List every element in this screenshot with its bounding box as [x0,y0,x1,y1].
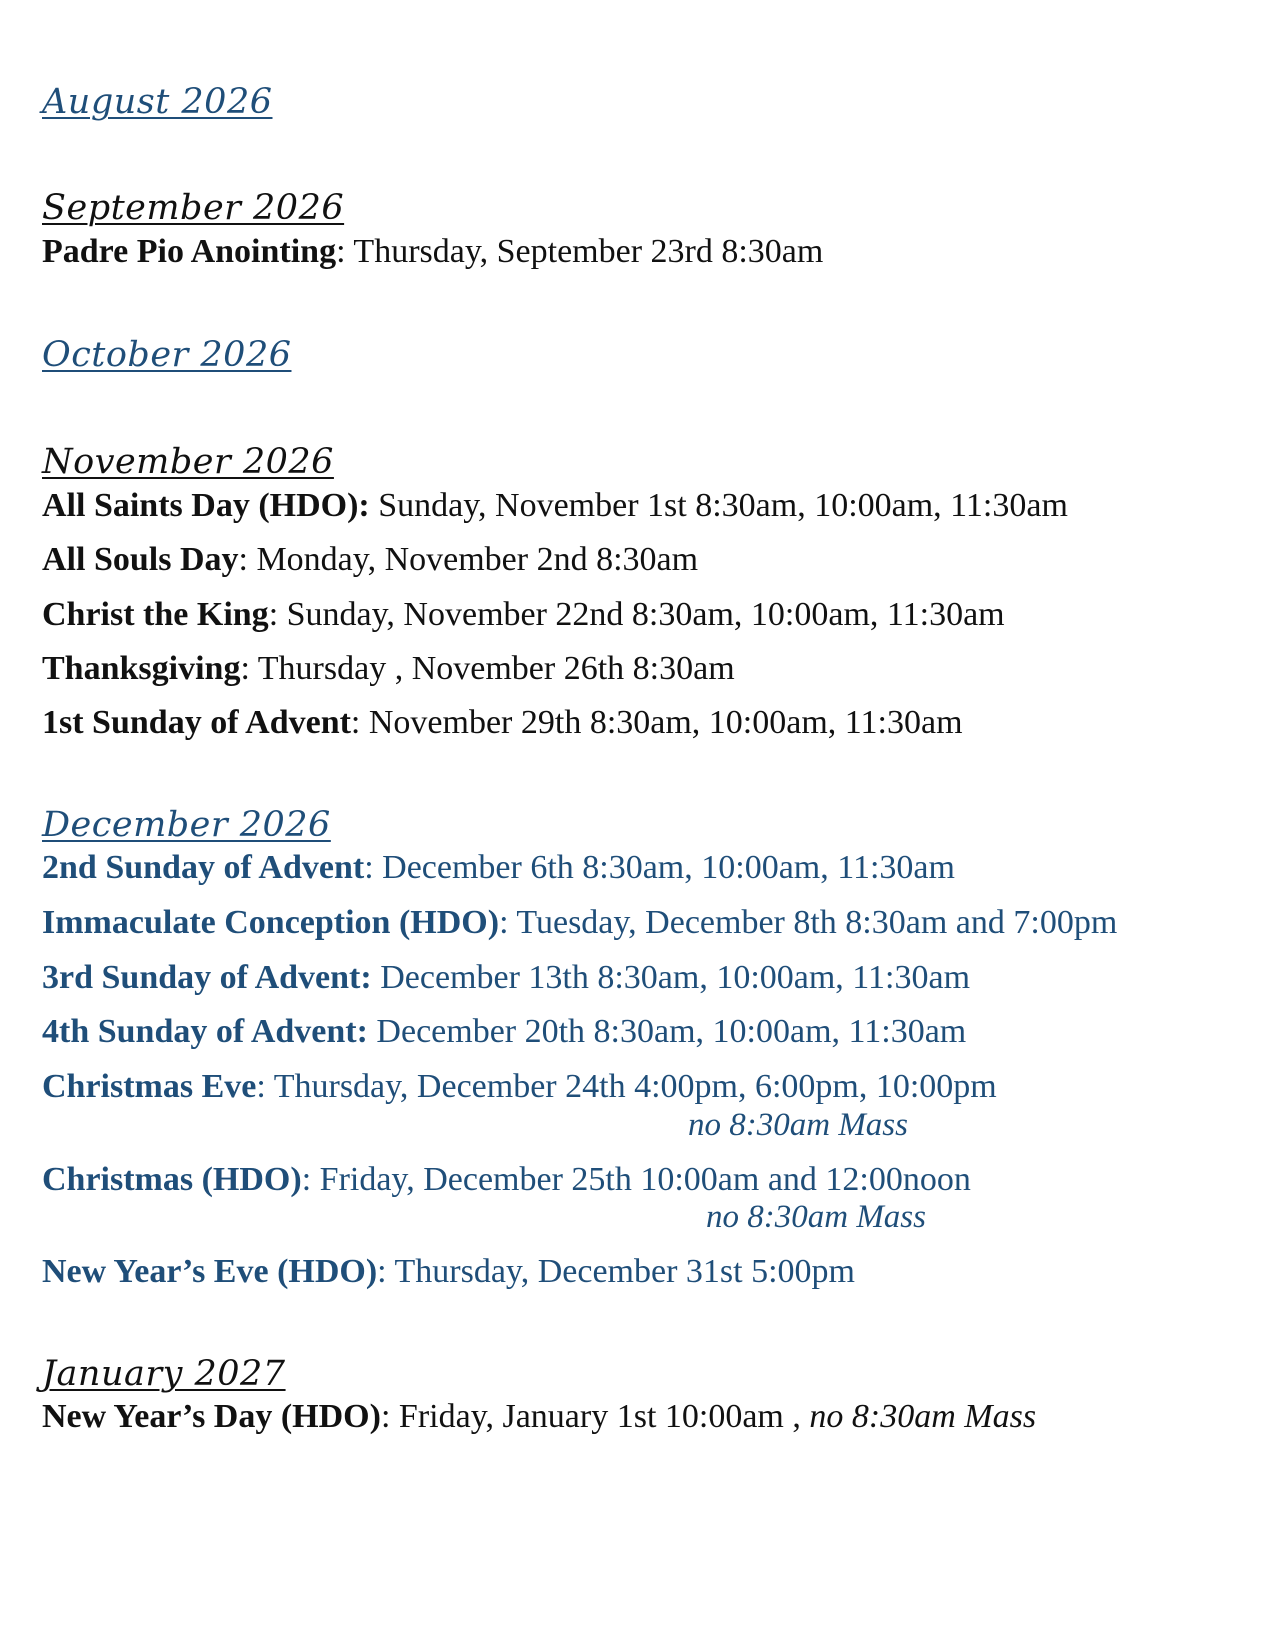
event-separator: : [499,904,509,941]
event-separator: : [301,1161,312,1198]
event-1st-sunday-of-advent [42,703,963,743]
new-years-day-note: no 8:30am Mass [809,1398,1037,1435]
event-all-saints-day [42,486,1068,526]
event-separator: : [380,1398,391,1435]
event-title: Christmas (HDO) [42,1161,302,1198]
event-new-years-eve [42,1252,855,1292]
event-detail: Friday, January 1st 10:00am , [390,1398,810,1435]
event-title: Immaculate Conception (HDO) [42,904,500,941]
event-detail: Thursday, September 23rd 8:30am [345,233,824,270]
event-title: Thanksgiving [42,650,241,687]
event-separator: : [336,233,346,270]
christmas-note: no 8:30am Mass [706,1199,926,1235]
event-title: 3rd Sunday of Advent: [42,959,372,996]
event-title: Christ the King [42,596,269,633]
event-detail: Thursday, December 31st 5:00pm [386,1253,855,1290]
heading-november-2026: November 2026 [42,442,334,482]
event-title: All Saints Day (HDO): [42,487,370,524]
heading-december-2026: December 2026 [42,805,331,845]
event-christ-the-king [42,595,1005,635]
event-title: Padre Pio Anointing [42,233,337,270]
christmas-eve-note: no 8:30am Mass [688,1107,908,1143]
event-christmas [42,1160,971,1200]
event-separator: : [268,596,279,633]
event-immaculate-conception [42,903,1117,943]
event-christmas-eve [42,1067,997,1107]
event-title: New Year’s Eve (HDO) [42,1253,378,1290]
event-detail: December 20th 8:30am, 10:00am, 11:30am [367,1013,967,1050]
event-title: 2nd Sunday of Advent [42,849,365,886]
event-detail: Thursday , November 26th 8:30am [249,650,735,687]
event-4th-sunday-of-advent [42,1012,966,1052]
event-2nd-sunday-of-advent [42,848,955,888]
heading-october-2026: October 2026 [42,335,292,375]
event-title: 1st Sunday of Advent [42,704,351,741]
event-thanksgiving [42,649,735,689]
event-padre-pio-anointing [42,232,823,272]
event-separator: : [238,541,248,578]
event-separator: : [256,1068,266,1105]
event-title: 4th Sunday of Advent: [42,1013,368,1050]
heading-august-2026: August 2026 [42,82,273,122]
event-title: New Year’s Day (HDO) [42,1398,381,1435]
event-detail: Sunday, November 22nd 8:30am, 10:00am, 11:30am [278,596,1005,633]
event-title: All Souls Day [42,541,239,578]
event-detail: Sunday, November 1st 8:30am, 10:00am, 11:30am [369,487,1068,524]
event-separator: : [350,704,361,741]
heading-january-2027: January 2027 [42,1354,286,1394]
event-detail: November 29th 8:30am, 10:00am, 11:30am [360,704,963,741]
event-separator: : [364,849,374,886]
event-all-souls-day [42,540,698,580]
event-new-years-day [42,1397,1036,1437]
event-detail: Friday, December 25th 10:00am and 12:00noon [311,1161,971,1198]
event-detail: December 13th 8:30am, 10:00am, 11:30am [371,959,971,996]
event-detail: Monday, November 2nd 8:30am [247,541,699,578]
event-title: Christmas Eve [42,1068,257,1105]
event-detail: December 6th 8:30am, 10:00am, 11:30am [373,849,955,886]
event-separator: : [240,650,250,687]
event-detail: Thursday, December 24th 4:00pm, 6:00pm, 10:00pm [265,1068,997,1105]
event-detail: Tuesday, December 8th 8:30am and 7:00pm [508,904,1118,941]
event-separator: : [377,1253,387,1290]
event-3rd-sunday-of-advent [42,958,970,998]
heading-september-2026: September 2026 [42,188,345,228]
